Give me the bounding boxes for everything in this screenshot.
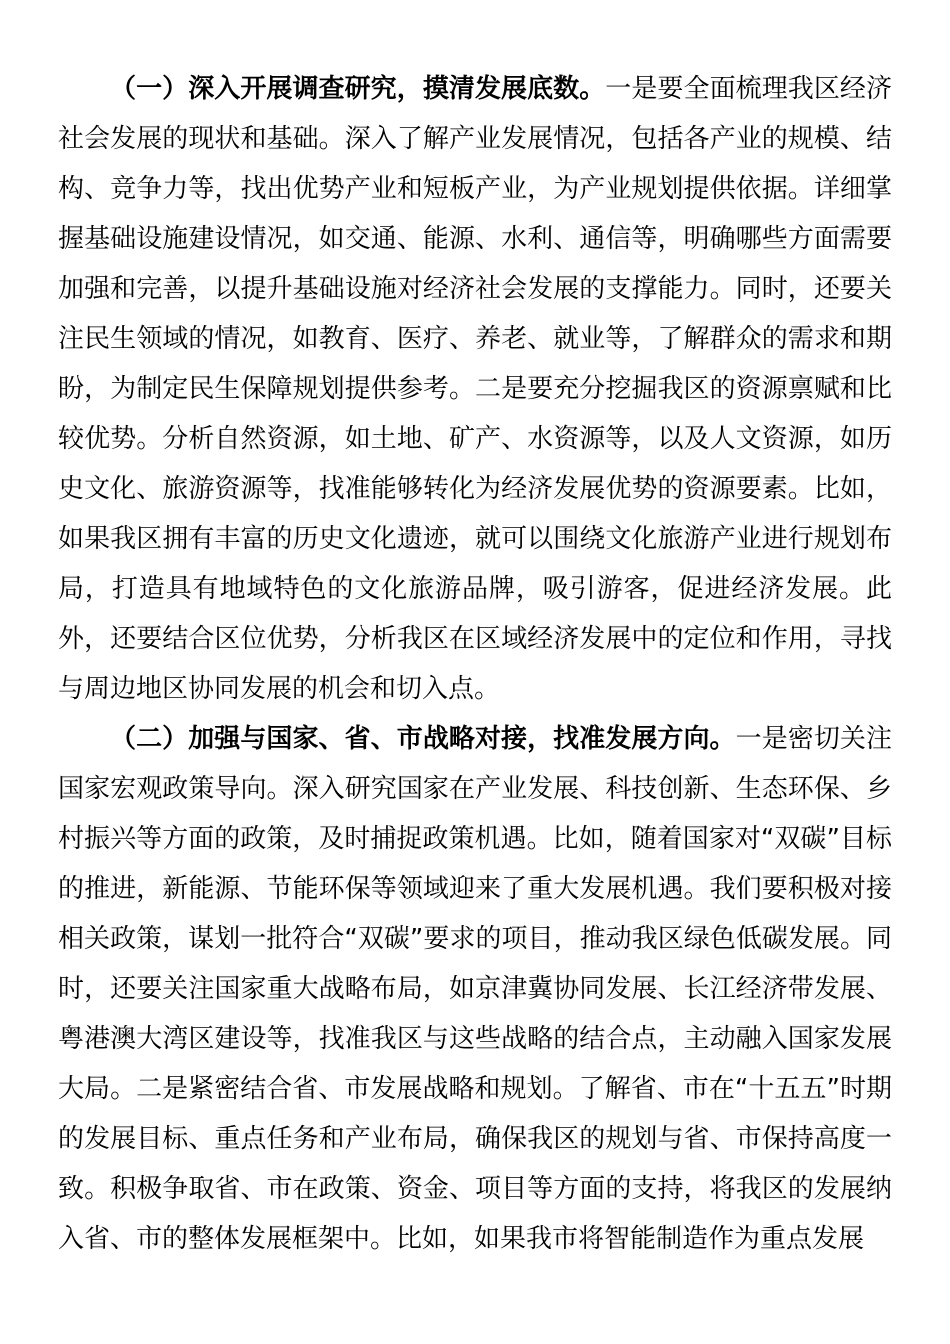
paragraph-2 [58, 714, 892, 1264]
paragraph-2-body: 一是密切关注国家宏观政策导向。深入研究国家在产业发展、科技创新、生态环保、乡村振兴等方面的政策，及时捕捉政策机遇。比如，随着国家对“双碳”目标的推进，新能源、节能环保等领域迎来了重大发展机遇。我们要积极对接相关政策，谋划一批符合“双碳”要求的项目，推动我区绿色低碳发展。同时，还要关注国家重大战略布局，如京津冀协同发展、长江经济带发展、粤港澳大湾区建设等，找准我区与这些战略的结合点，主动融入国家发展大局。二是紧密结合省、市发展战略和规划。了解省、市在“十五五”时期的发展目标、重点任务和产业布局，确保我区的规划与省、市保持高度一致。积极争取省、市在政策、资金、项目等方面的支持，将我区的发展纳入省、市的整体发展框架中。比如，如果我市将智能制造作为重点发展 [58, 724, 892, 1254]
paragraph-2-heading: （二）加强与国家、省、市战略对接，找准发展方向。 [110, 724, 736, 754]
body-text [58, 64, 892, 1264]
paragraph-1-body: 一是要全面梳理我区经济社会发展的现状和基础。深入了解产业发展情况，包括各产业的规模、结构、竞争力等，找出优势产业和短板产业，为产业规划提供依据。详细掌握基础设施建设情况，如交通、能源、水利、通信等，明确哪些方面需要加强和完善，以提升基础设施对经济社会发展的支撑能力。同时，还要关注民生领域的情况，如教育、医疗、养老、就业等，了解群众的需求和期盼，为制定民生保障规划提供参考。二是要充分挖掘我区的资源禀赋和比较优势。分析自然资源，如土地、矿产、水资源等，以及人文资源，如历史文化、旅游资源等，找准能够转化为经济发展优势的资源要素。比如，如果我区拥有丰富的历史文化遗迹，就可以围绕文化旅游产业进行规划布局，打造具有地域特色的文化旅游品牌，吸引游客，促进经济发展。此外，还要结合区位优势，分析我区在区域经济发展中的定位和作用，寻找与周边地区协同发展的机会和切入点。 [58, 74, 892, 704]
paragraph-1-heading: （一）深入开展调查研究，摸清发展底数。 [110, 74, 606, 104]
paragraph-1 [58, 64, 892, 714]
